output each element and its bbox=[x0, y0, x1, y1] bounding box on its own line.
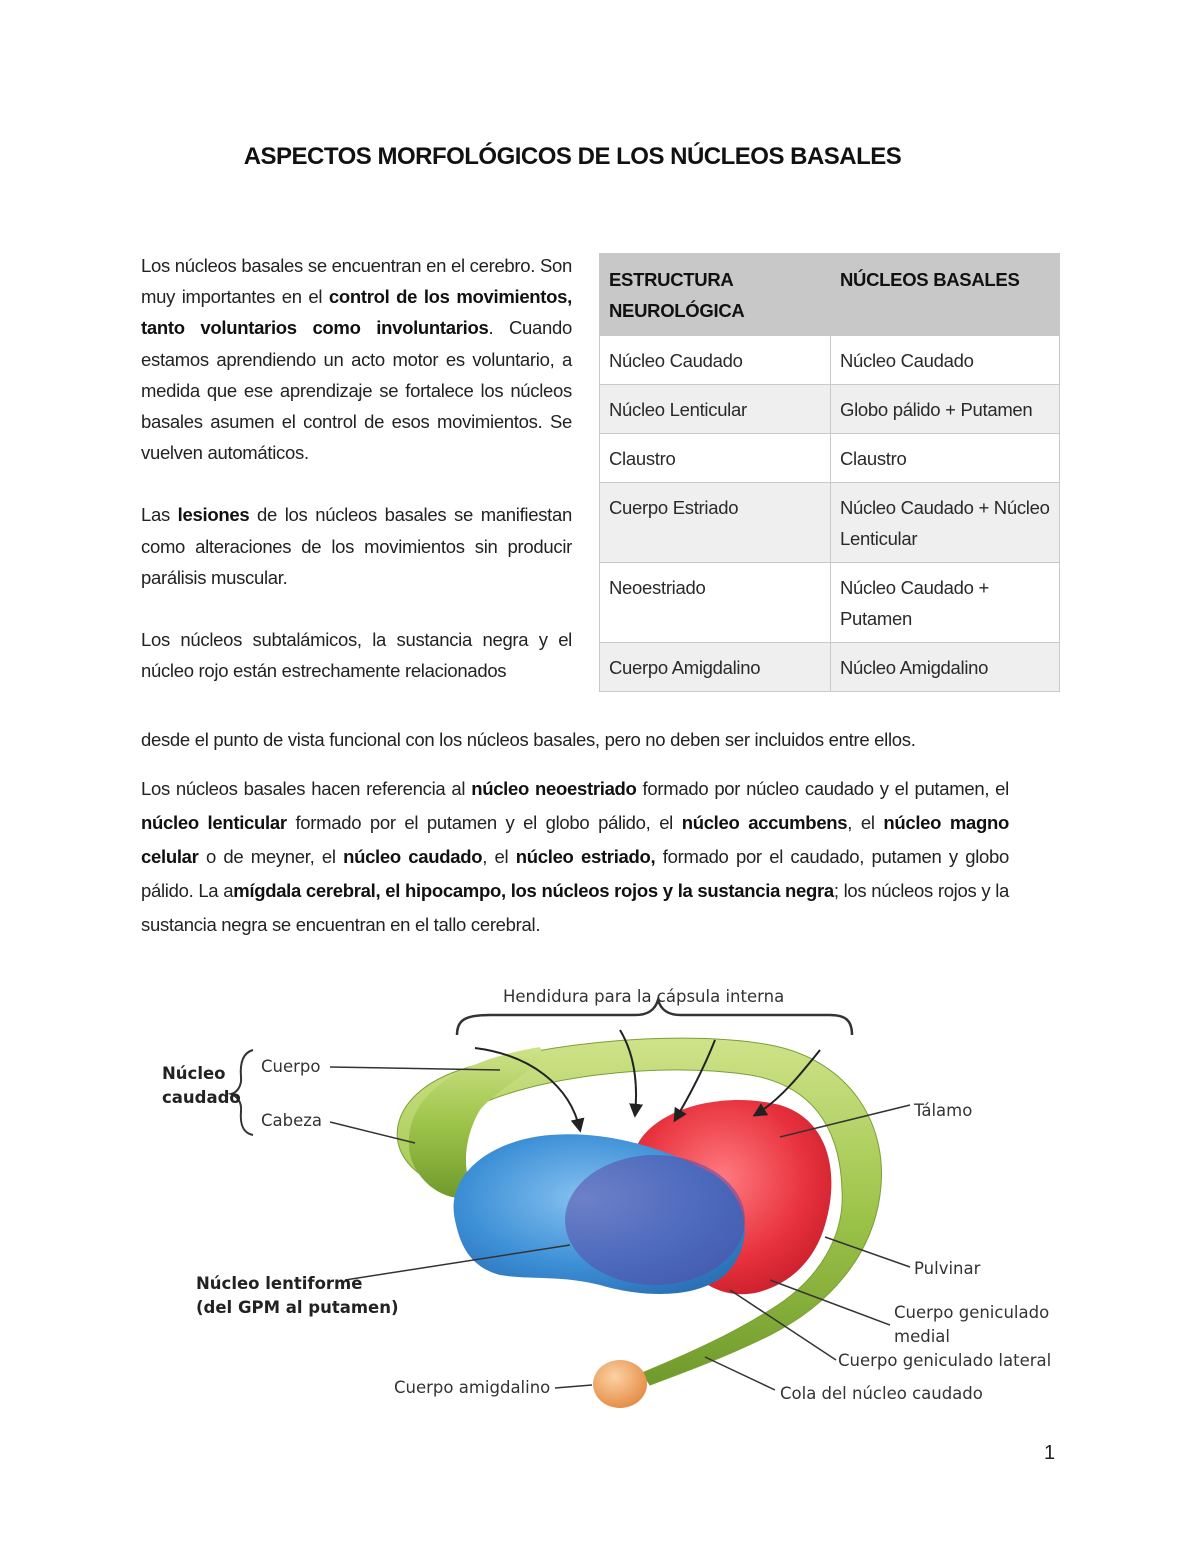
cell-nuclei: Núcleo Caudado + Putamen bbox=[831, 563, 1060, 643]
label-geniculado-medial-1: Cuerpo geniculado bbox=[894, 1303, 1050, 1322]
label-geniculado-medial-2: medial bbox=[894, 1327, 950, 1346]
table-row bbox=[600, 385, 1060, 434]
structures-table bbox=[599, 253, 1060, 692]
label-geniculado-lateral: Cuerpo geniculado lateral bbox=[838, 1351, 1052, 1370]
label-nucleo: Núcleo bbox=[162, 1064, 226, 1083]
cell-structure: Cuerpo Estriado bbox=[600, 483, 831, 563]
label-cuerpo: Cuerpo bbox=[261, 1057, 321, 1076]
cell-nuclei: Núcleo Caudado + Núcleo Lenticular bbox=[831, 483, 1060, 563]
cell-structure: Núcleo Lenticular bbox=[600, 385, 831, 434]
globus-pallidus-overlap bbox=[565, 1155, 745, 1285]
amygdala-shape bbox=[593, 1360, 647, 1408]
label-caudado: caudado bbox=[162, 1088, 241, 1107]
label-cola-caudado: Cola del núcleo caudado bbox=[780, 1384, 983, 1403]
intro-paragraph-3-continuation: desde el punto de vista funcional con los núcleos basales, pero no deben ser incluidos entre ellos. bbox=[141, 729, 916, 750]
intro-paragraph-3: Los núcleos subtalámicos, la sustancia negra y el núcleo rojo están estrechamente relacionados bbox=[141, 629, 572, 682]
label-pulvinar: Pulvinar bbox=[914, 1259, 981, 1278]
table-row bbox=[600, 563, 1060, 643]
cell-nuclei: Claustro bbox=[831, 434, 1060, 483]
cell-nuclei: Núcleo Caudado bbox=[831, 336, 1060, 385]
cell-structure: Claustro bbox=[600, 434, 831, 483]
basal-nuclei-paragraph: Los núcleos basales hacen referencia al núcleo neoestriado formado por núcleo caudado y el putamen, el núcleo lenticular formado por el putamen y el globo pálido, el núcleo accumbens, el núcleo magno celular o de meyner, el núcleo caudado, el núcleo estriado, formado por el caudado, putamen y globo pálido. La amígdala cerebral, el hipocampo, los núcleos rojos y la sustancia negra; los núcleos rojos y la sustancia negra se encuentran en el tallo cerebral. bbox=[141, 778, 1009, 935]
table-row bbox=[600, 643, 1060, 692]
cell-nuclei: Núcleo Amigdalino bbox=[831, 643, 1060, 692]
table-row bbox=[600, 434, 1060, 483]
table-header-row bbox=[600, 254, 1060, 336]
intro-paragraph-2: Las lesiones de los núcleos basales se manifiestan como alteraciones de los movimientos sin producir parálisis muscular. bbox=[141, 504, 572, 588]
table-row bbox=[600, 483, 1060, 563]
cell-structure: Cuerpo Amigdalino bbox=[600, 643, 831, 692]
label-hendidura: Hendidura para la cápsula interna bbox=[503, 987, 785, 1006]
header-nuclei: NÚCLEOS BASALES bbox=[831, 254, 1060, 336]
basal-ganglia-figure bbox=[130, 975, 1060, 1425]
cell-structure: Neoestriado bbox=[600, 563, 831, 643]
cell-structure: Núcleo Caudado bbox=[600, 336, 831, 385]
intro-column bbox=[141, 250, 572, 686]
page-number: 1 bbox=[1044, 1442, 1056, 1464]
label-talamo: Tálamo bbox=[914, 1101, 973, 1120]
label-amigdalino: Cuerpo amigdalino bbox=[394, 1378, 551, 1397]
table-row bbox=[600, 336, 1060, 385]
cell-nuclei: Globo pálido + Putamen bbox=[831, 385, 1060, 434]
intro-paragraph-1: Los núcleos basales se encuentran en el cerebro. Son muy importantes en el control de los movimientos, tanto voluntarios como involuntarios. Cuando estamos aprendiendo un acto motor es voluntario, a medida que ese aprendizaje se fortalece los núcleos basales asumen el control de esos movimientos. Se vuelven automáticos. bbox=[141, 255, 573, 464]
label-cabeza: Cabeza bbox=[261, 1111, 323, 1130]
label-lentiforme-2: (del GPM al putamen) bbox=[196, 1298, 399, 1317]
page-title: ASPECTOS MORFOLÓGICOS DE LOS NÚCLEOS BASALES bbox=[243, 143, 902, 170]
header-structure: ESTRUCTURA NEUROLÓGICA bbox=[600, 254, 831, 336]
label-lentiforme-1: Núcleo lentiforme bbox=[196, 1274, 363, 1293]
